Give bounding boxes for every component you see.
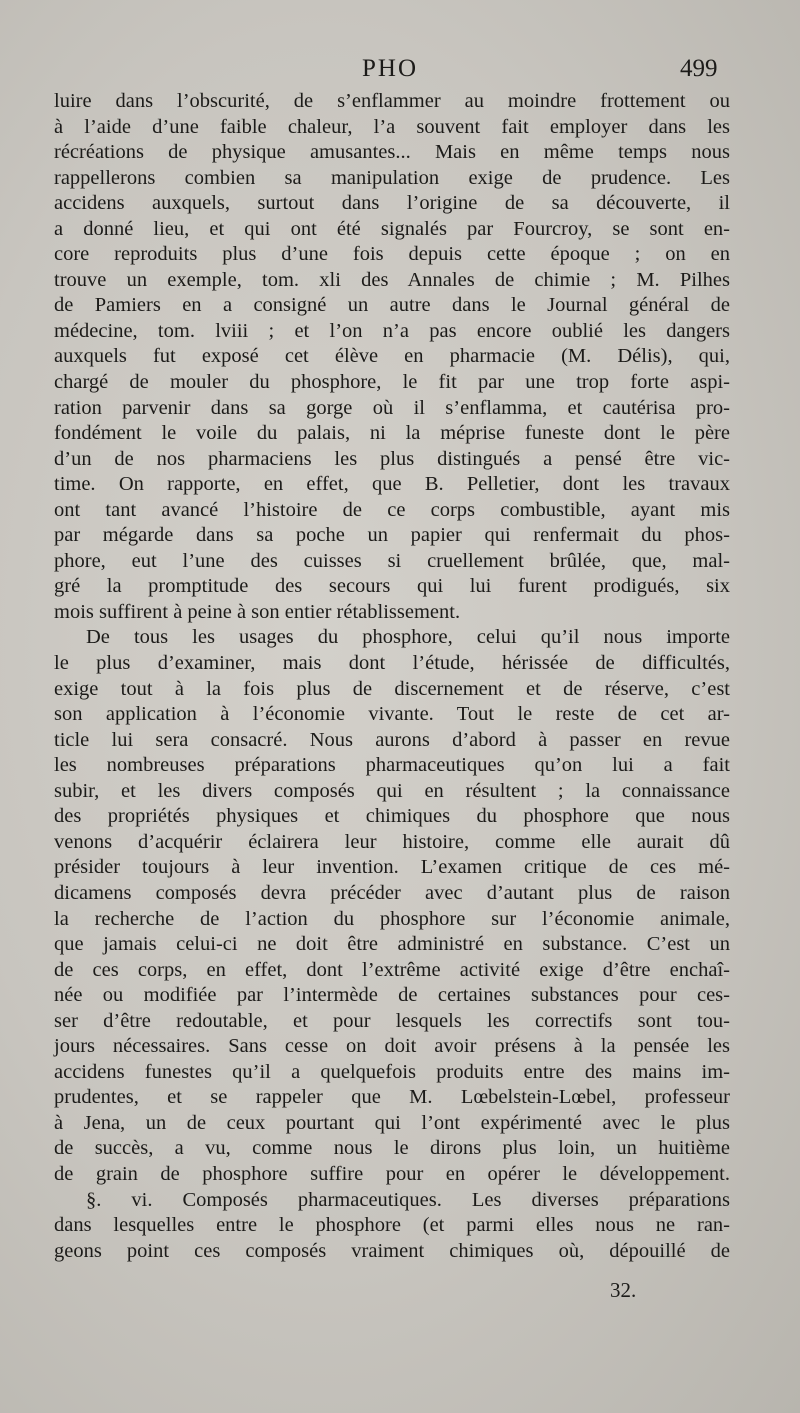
text-line: par mégarde dans sa poche un papier qui renfermait du phos- [54, 524, 730, 547]
text-line: de succès, a vu, comme nous le dirons plus loin, un huitième [54, 1137, 730, 1160]
text-line: médecine, tom. lviii ; et l’on n’a pas encore oublié les dangers [54, 319, 730, 342]
body-text [54, 89, 730, 1289]
text-line: core reproduits plus d’une fois depuis cette époque ; on en [54, 243, 730, 266]
text-line: la recherche de l’action du phosphore sur l’économie animale, [54, 907, 730, 930]
text-line: née ou modifiée par l’intermède de certaines substances pour ces- [54, 984, 730, 1007]
text-line: phore, eut l’une des cuisses si cruellement brûlée, que, mal- [54, 549, 730, 572]
text-line: gré la promptitude des secours qui lui furent prodigués, six [54, 575, 730, 598]
page-number: 499 [680, 55, 718, 82]
text-line: à Jena, un de ceux pourtant qui l’ont expérimenté avec le plus [54, 1111, 730, 1134]
page-header [0, 55, 800, 91]
text-line: fondément le voile du palais, ni la méprise funeste dont le père [54, 422, 730, 445]
text-line: geons point ces composés vraiment chimiques où, dépouillé de [54, 1239, 730, 1262]
signature-mark: 32. [610, 1278, 637, 1302]
text-line: luire dans l’obscurité, de s’enflammer au moindre frottement ou [54, 90, 730, 112]
running-head: PHO [361, 55, 418, 82]
text-line: à l’aide d’une faible chaleur, l’a souvent fait employer dans les [54, 115, 730, 138]
text-line: rappellerons combien sa manipulation exige de prudence. Les [54, 166, 730, 189]
text-line: venons d’acquérir éclairera leur histoire, comme elle aurait dû [54, 830, 730, 853]
text-line: accidens funestes qu’il a quelquefois produits entre des mains im- [54, 1060, 730, 1083]
text-line: mois suffirent à peine à son entier rétablissement. [54, 600, 461, 623]
text-line: De tous les usages du phosphore, celui qu’il nous importe [86, 626, 730, 649]
text-line: time. On rapporte, en effet, que B. Pelletier, dont les travaux [54, 473, 730, 496]
text-line: §. vi. Composés pharmaceutiques. Les diverses préparations [86, 1188, 730, 1211]
text-line: jours nécessaires. Sans cesse on doit avoir présens à la pensée les [54, 1035, 730, 1058]
text-line: des propriétés physiques et chimiques du phosphore que nous [54, 805, 730, 828]
text-line: d’un de nos pharmaciens les plus distingués a pensé être vic- [54, 447, 730, 470]
text-line: de ces corps, en effet, dont l’extrême activité exige d’être enchaî- [54, 958, 730, 981]
text-line: exige tout à la fois plus de discernement et de réserve, c’est [54, 677, 730, 700]
text-line: a donné lieu, et qui ont été signalés par Fourcroy, se sont en- [54, 217, 730, 240]
text-line: dicamens composés devra précéder avec d’autant plus de raison [54, 881, 730, 904]
text-line: ser d’être redoutable, et pour lesquels les correctifs sont tou- [54, 1009, 730, 1032]
text-line: accidens auxquels, surtout dans l’origine de sa découverte, il [54, 192, 730, 215]
text-line: récréations de physique amusantes... Mais en même temps nous [54, 141, 730, 164]
text-line: dans lesquelles entre le phosphore (et parmi elles nous ne ran- [54, 1214, 730, 1237]
text-line: le plus d’examiner, mais dont l’étude, hérissée de difficultés, [54, 652, 730, 675]
text-line: subir, et les divers composés qui en résultent ; la connaissance [54, 779, 730, 802]
text-line: de Pamiers en a consigné un autre dans le Journal général de [54, 294, 730, 317]
text-line: présider toujours à leur invention. L’examen critique de ces mé- [54, 856, 730, 879]
text-line: ticle lui sera consacré. Nous aurons d’abord à passer en revue [54, 728, 730, 751]
text-line: les nombreuses préparations pharmaceutiques qu’on lui a fait [54, 754, 730, 777]
text-line: chargé de mouler du phosphore, le fit par une trop forte aspi- [54, 371, 730, 394]
text-line: trouve un exemple, tom. xli des Annales de chimie ; M. Pilhes [54, 268, 730, 291]
text-line: que jamais celui-ci ne doit être administré en substance. C’est un [54, 933, 730, 956]
text-line: ration parvenir dans sa gorge où il s’enflamma, et cautérisa pro- [54, 396, 730, 419]
text-line: ont tant avancé l’histoire de ce corps combustible, ayant mis [54, 498, 730, 521]
text-line: prudentes, et se rappeler que M. Lœbelstein-Lœbel, professeur [54, 1086, 730, 1109]
text-line: son application à l’économie vivante. Tout le reste de cet ar- [54, 703, 730, 726]
text-line: auxquels fut exposé cet élève en pharmacie (M. Délis), qui, [54, 345, 730, 368]
text-line: de grain de phosphore suffire pour en opérer le développement. [54, 1162, 730, 1185]
